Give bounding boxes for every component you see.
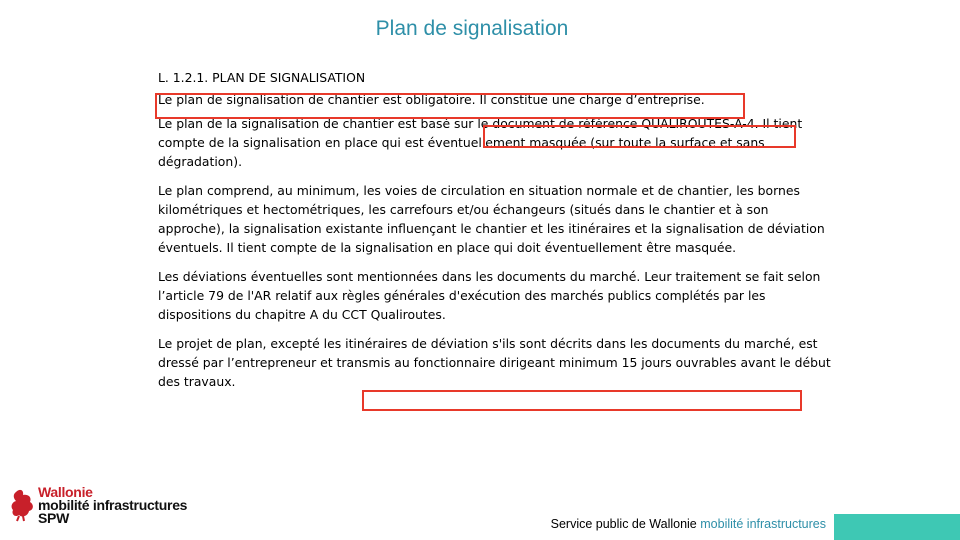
logo-wordmark <box>38 486 187 525</box>
rooster-icon <box>10 488 36 522</box>
spw-logo <box>10 486 200 532</box>
paragraph-4: Les déviations éventuelles sont mentionnées dans les documents du marché. Leur traitement se fait selon l’article 79 de l'AR relatif aux règles générales d'exécution des marchés publics complétés par les dispositions du chapitre A du CCT Qualiroutes. <box>158 269 821 322</box>
paragraph-5: Le projet de plan, excepté les itinéraires de déviation s'ils sont décrits dans les documents du marché, est dressé par l’entrepreneur et transmis au fonctionnaire dirigeant minimum 15 jours ouvrables avant le début des travaux. <box>158 336 831 389</box>
logo-line-spw: SPW <box>38 510 69 526</box>
highlight-box-obligatoire <box>155 93 745 119</box>
paragraph-1: Le plan de signalisation de chantier est obligatoire. Il constitue une charge d’entreprise. <box>158 92 705 107</box>
logo-line-wallonie: Wallonie <box>38 484 93 500</box>
slide-title: Plan de signalisation <box>375 17 569 40</box>
footer-text <box>551 517 826 531</box>
paragraph-2: Le plan de la signalisation de chantier est basé sur le document de référence QUALIROUTES-A-4. Il tient compte de la signalisation en place qui est éventuellement masquée (sur toute la surface et sans dégradation). <box>158 116 803 169</box>
footer-main: Service public de Wallonie <box>550 517 697 531</box>
footer-accent: mobilité infrastructures <box>700 517 826 531</box>
footer-teal-block <box>834 514 960 540</box>
logo-line-mobilite: mobilité infrastructures <box>38 497 188 513</box>
section-heading: L. 1.2.1. PLAN DE SIGNALISATION <box>158 70 366 85</box>
highlight-box-transmis <box>362 390 802 411</box>
highlight-box-qualiroutes <box>483 125 796 148</box>
paragraph-3: Le plan comprend, au minimum, les voies de circulation en situation normale et de chantier, les bornes kilométriques et hectométriques, les carrefours et/ou échangeurs (situés dans le chantier et à son approche), la signalisation existante influençant le chantier et les itinéraires et la signalisation de déviation éventuels. Il tient compte de la signalisation en place qui doit éventuellement être masquée. <box>158 183 825 255</box>
